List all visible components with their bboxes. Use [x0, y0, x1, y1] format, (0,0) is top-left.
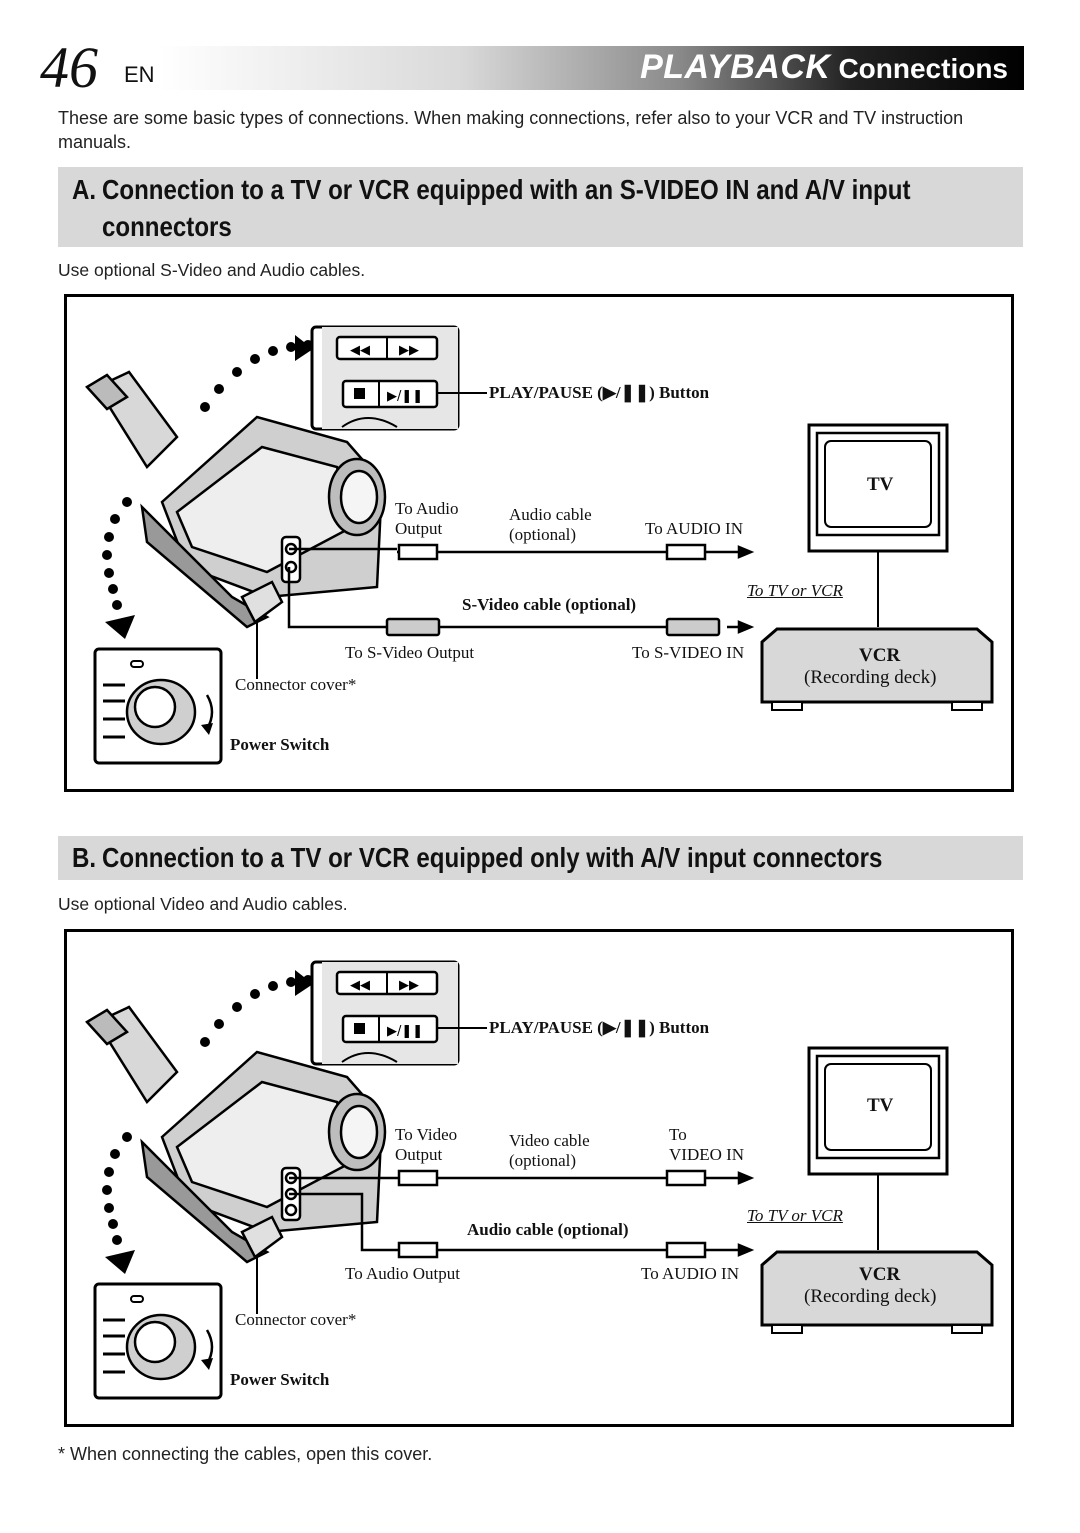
- input2-label: To S-VIDEO IN: [632, 643, 745, 662]
- play-pause-label: PLAY/PAUSE (▶/❚❚) Button: [489, 383, 710, 402]
- footnote: * When connecting the cables, open this cover.: [58, 1444, 433, 1464]
- section-a-subtitle: Use optional S-Video and Audio cables.: [58, 260, 366, 280]
- connector-cover-label: Connector cover*: [235, 1310, 357, 1329]
- to-tv-vcr-label: To TV or VCR: [747, 1206, 843, 1225]
- output2-label: To S-Video Output: [345, 643, 475, 662]
- output1-label-line2: Output: [395, 1145, 443, 1164]
- control-panel-inset: [312, 962, 487, 1064]
- play-pause-icon: ▶/❚❚: [387, 1024, 424, 1039]
- vcr-sub-label: (Recording deck): [804, 1286, 937, 1307]
- header-title-sub: Connections: [838, 53, 1008, 84]
- diagram-a: [64, 294, 1014, 792]
- vcr-sub-label: (Recording deck): [804, 667, 937, 688]
- vcr-label: VCR: [859, 645, 901, 666]
- cable1-label-line2: (optional): [509, 1151, 577, 1170]
- diagram-b-drawing: [67, 932, 1011, 1424]
- tv-label: TV: [867, 474, 894, 495]
- input1-label-line2: VIDEO IN: [669, 1145, 745, 1164]
- section-b-title: Connection to a TV or VCR equipped only with A/V input connectors: [102, 842, 883, 873]
- connector-cover-label: Connector cover*: [235, 675, 357, 694]
- input1-label: To AUDIO IN: [645, 519, 743, 538]
- rewind-icon: ◀◀: [350, 343, 370, 358]
- header-title-main: PLAYBACK: [640, 48, 831, 86]
- page-language: EN: [124, 62, 155, 87]
- page-number: 46: [40, 35, 98, 100]
- fast-forward-icon: ▶▶: [399, 978, 419, 993]
- output1-label-line1: To Video: [395, 1125, 458, 1144]
- output2-label: To Audio Output: [345, 1264, 460, 1283]
- section-b-subtitle: Use optional Video and Audio cables.: [58, 894, 348, 914]
- power-switch-label: Power Switch: [230, 735, 330, 754]
- power-switch-label: Power Switch: [230, 1370, 330, 1389]
- intro-text: These are some basic types of connections. When making connections, refer also to your VCR and TV instruction manuals.: [58, 108, 964, 152]
- input2-label: To AUDIO IN: [641, 1264, 739, 1283]
- play-pause-icon: ▶/❚❚: [387, 389, 424, 404]
- power-switch-inset: [95, 1284, 221, 1398]
- section-a-title-line1: Connection to a TV or VCR equipped with an S-VIDEO IN and A/V input: [102, 174, 911, 205]
- cable1-label-line1: Video cable: [509, 1131, 590, 1150]
- section-a-heading: [58, 167, 1023, 247]
- play-pause-label: PLAY/PAUSE (▶/❚❚) Button: [489, 1018, 710, 1037]
- section-b-letter: B.: [72, 842, 97, 873]
- section-a-letter: A.: [72, 174, 97, 205]
- cable1-label-line2: (optional): [509, 525, 577, 544]
- header-title: [640, 48, 1008, 87]
- power-switch-inset: [95, 649, 221, 763]
- stop-icon: [354, 1023, 365, 1034]
- fast-forward-icon: ▶▶: [399, 343, 419, 358]
- diagram-b: [64, 929, 1014, 1427]
- tv-label: TV: [867, 1095, 894, 1116]
- control-panel-inset: [312, 327, 487, 429]
- vcr-label: VCR: [859, 1264, 901, 1285]
- stop-icon: [354, 388, 365, 399]
- to-tv-vcr-label: To TV or VCR: [747, 581, 843, 600]
- rewind-icon: ◀◀: [350, 978, 370, 993]
- output1-label-line1: To Audio: [395, 499, 459, 518]
- cable2-label: S-Video cable (optional): [462, 595, 637, 614]
- section-b-heading: [58, 836, 1023, 880]
- output1-label-line2: Output: [395, 519, 443, 538]
- cable1-label-line1: Audio cable: [509, 505, 592, 524]
- input1-label-line1: To: [669, 1125, 687, 1144]
- cable2-label: Audio cable (optional): [467, 1220, 629, 1239]
- section-a-title-line2: connectors: [102, 211, 232, 242]
